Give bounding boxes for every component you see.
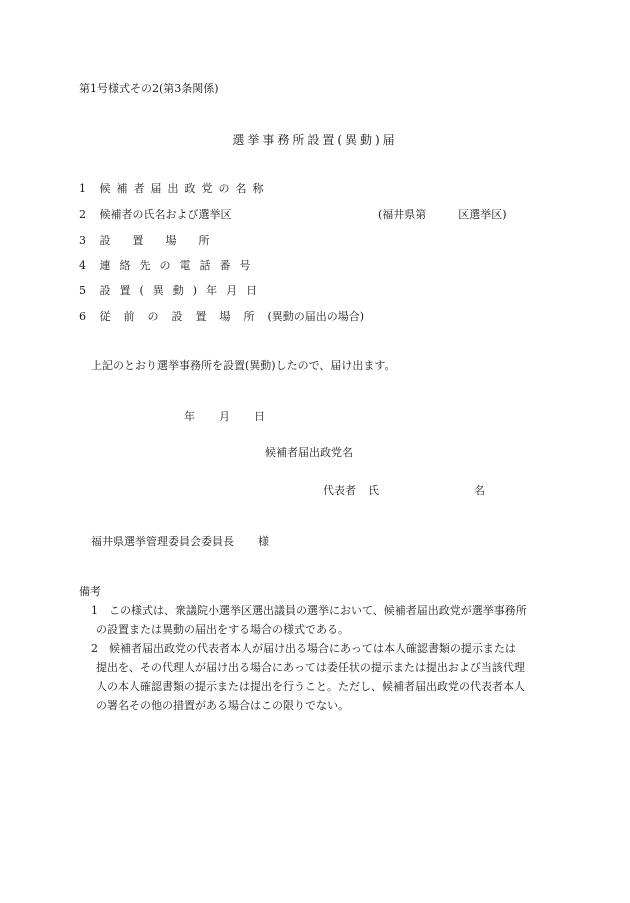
item-label: 連絡先の電話番号	[99, 259, 260, 272]
note-item	[91, 605, 527, 616]
statement-text: 上記のとおり選挙事務所を設置(異動)したので、届け出ます。	[91, 359, 396, 372]
item-label: 設置(異動)年月日	[99, 284, 267, 297]
item-location	[79, 235, 232, 246]
item-suffix: (異動の届出の場合)	[267, 310, 365, 323]
item-number: 1	[79, 182, 86, 195]
addressee-name: 福井県選挙管理委員会委員長	[91, 535, 234, 548]
item-number: 4	[79, 259, 86, 272]
representative-label: 代表者	[323, 484, 356, 497]
notes-heading: 備考	[79, 585, 101, 598]
note-text: 人の本人確認書類の提示または提出を行うこと。ただし、候補者届出政党の代表者本人	[96, 680, 525, 693]
district-suffix: 区選挙区)	[458, 208, 507, 221]
item-previous-location	[79, 311, 364, 322]
item-party-name	[79, 183, 270, 194]
date-year-label: 年	[184, 410, 195, 423]
addressee-honorific: 様	[258, 535, 269, 548]
item-number: 2	[79, 208, 86, 221]
item-label: 従前の設置場所	[99, 310, 268, 323]
representative-name-part1: 氏	[368, 484, 379, 497]
item-label: 候補者の氏名および選挙区	[99, 208, 232, 221]
note-text: 提出を、その代理人が届け出る場合にあっては委任状の提示または提出および当該代理	[96, 661, 525, 674]
form-number: 第1号様式その2(第3条関係)	[79, 82, 219, 95]
party-name-label: 候補者届出政党名	[265, 446, 353, 459]
note-text: の署名その他の措置がある場合はこの限りでない。	[96, 699, 349, 712]
item-label: 候補者届出政党の名称	[99, 182, 270, 195]
date-month-label: 月	[219, 410, 230, 423]
representative-name-part2: 名	[474, 484, 485, 497]
addressee	[91, 536, 269, 547]
item-number: 5	[79, 284, 86, 297]
note-text: の設置または異動の届出をする場合の様式である。	[96, 623, 349, 636]
submission-date	[184, 411, 265, 422]
representative-line	[323, 485, 485, 496]
item-contact-phone	[79, 260, 260, 271]
item-setup-date	[79, 285, 266, 296]
note-text: 候補者届出政党の代表者本人が届け出る場合にあっては本人確認書類の提示または	[109, 642, 516, 655]
note-text: この様式は、衆議院小選挙区選出議員の選挙において、候補者届出政党が選挙事務所	[109, 604, 527, 617]
note-item	[91, 643, 516, 654]
item-number: 3	[79, 234, 86, 247]
item-label: 設置場所	[99, 234, 232, 247]
date-day-label: 日	[254, 410, 265, 423]
item-candidate-name	[79, 209, 232, 220]
item-number: 6	[79, 310, 86, 323]
document-title: 選挙事務所設置(異動)届	[232, 133, 398, 147]
note-number: 1	[91, 604, 98, 617]
district-field	[378, 209, 507, 220]
note-number: 2	[91, 642, 98, 655]
district-prefix: (福井県第	[378, 208, 427, 221]
